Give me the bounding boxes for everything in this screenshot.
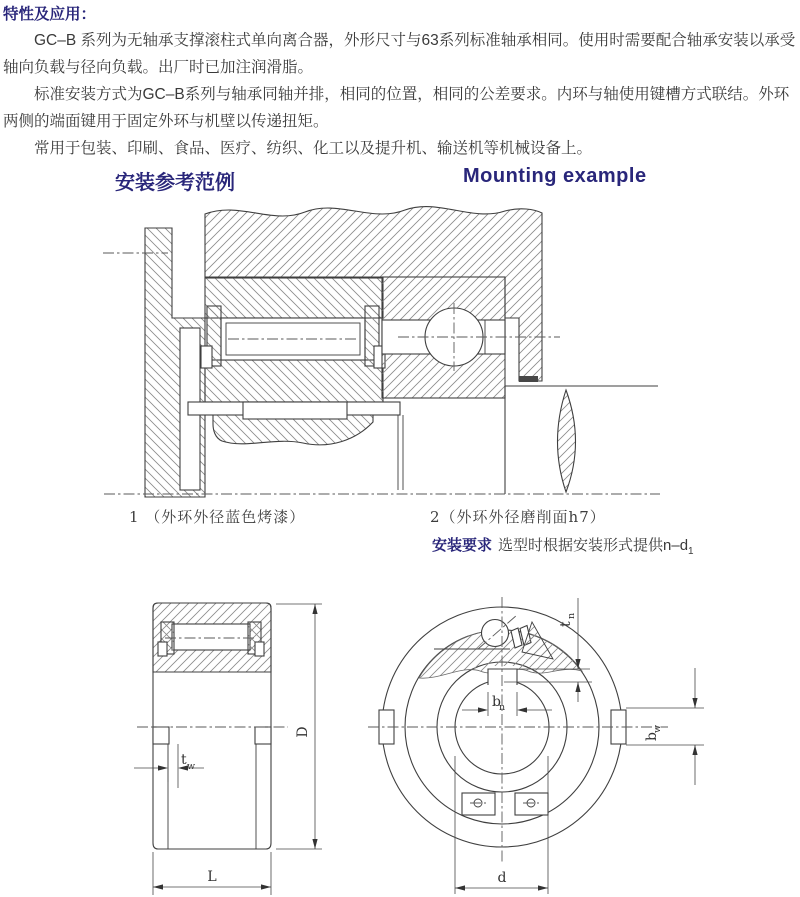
bottom-key-right	[515, 793, 548, 815]
dim-label-L: L	[207, 869, 217, 885]
key-block	[243, 402, 347, 419]
dimension-length	[153, 852, 271, 895]
figure-callout-1: 1 （外环外径蓝色烤漆）	[129, 508, 306, 526]
bottom-key-left	[462, 793, 495, 815]
dim-label-d: d	[497, 870, 507, 886]
dim-label-tn: t	[558, 621, 574, 627]
shaft-break-symbol	[558, 390, 576, 492]
dimension-bore-diameter	[455, 756, 548, 894]
roller-cavity-side	[172, 624, 250, 650]
side-view	[134, 603, 322, 895]
mounting-note-label: 安装要求	[432, 537, 493, 554]
mounting-cross-section	[103, 207, 660, 497]
intro-paragraph-2: 标准安装方式为GC–B系列与轴承同轴并排，相同的位置，相同的公差要求。内环与轴使用键槽方式联结。外环两侧的端面键用于固定外环与机壁以传递扭矩。	[3, 86, 790, 130]
clutch-outer-ring-top	[205, 278, 383, 318]
section-heading-en: Mounting example	[463, 165, 647, 187]
dim-label-bn: b	[492, 694, 501, 710]
dimension-key-width	[626, 668, 704, 785]
svg-text:w: w	[652, 724, 663, 733]
mounting-note-text: 选型时根据安装形式提供n–d	[498, 537, 689, 554]
svg-text:w: w	[187, 761, 196, 772]
dim-label-tw: t	[181, 752, 187, 768]
page-title: 特性及应用：	[3, 6, 97, 23]
dimension-outer-diameter	[276, 604, 322, 849]
side-plate-lip-left	[201, 346, 212, 368]
bore-keyway	[488, 669, 517, 685]
mounting-note-subscript: 1	[688, 546, 694, 557]
front-view	[368, 597, 704, 894]
shaft	[398, 386, 658, 494]
end-key-notch-right	[255, 727, 271, 744]
intro-paragraph-1: GC–B 系列为无轴承支撑滚柱式单向离合器，外形尺寸与63系列标准轴承相同。使用时需要配合轴承安装以承受轴向负载与径向负载。出厂时已加注润滑脂。	[3, 32, 796, 76]
plate-lip-left	[158, 642, 167, 656]
clutch-outer-ring-bottom	[205, 360, 383, 402]
dim-label-D: D	[295, 726, 311, 738]
snap-ring-groove	[519, 376, 538, 382]
section-heading-zh: 安装参考范例	[115, 172, 235, 194]
figure-callout-2: 2（外环外径磨削面h7）	[430, 508, 606, 526]
svg-text:n: n	[499, 702, 506, 713]
clutch-assembly	[188, 278, 400, 445]
dimension-keyway-width	[462, 692, 552, 716]
svg-text:n: n	[566, 612, 577, 619]
end-key-notch-left	[153, 727, 169, 744]
intro-paragraph-3: 常用于包装、印刷、食品、医疗、纺织、化工以及提升机、输送机等机械设备上。	[34, 140, 593, 157]
dim-label-bw: b	[644, 732, 660, 741]
plate-lip-right	[255, 642, 264, 656]
